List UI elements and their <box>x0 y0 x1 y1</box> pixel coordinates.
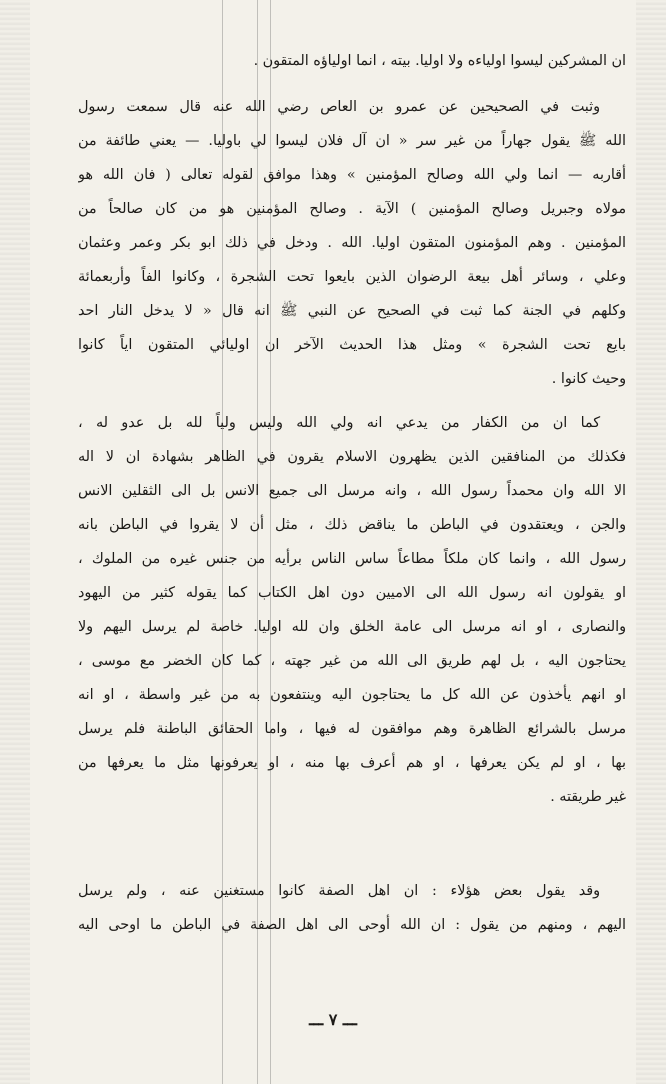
text-line: وحيث كانوا . <box>551 371 626 387</box>
text-line: أقاربه — انما ولي الله وصالح المؤمنين » وهذا موافق لقوله تعالى ( فان الله هو <box>78 167 626 183</box>
paragraph-3 <box>78 874 626 942</box>
text-line: وكلهم في الجنة كما ثبت في الصحيح عن النبي ﷺ انه قال « لا يدخل النار احد <box>78 303 626 319</box>
paragraph-1 <box>78 90 626 396</box>
text-line: مرسل بالشرائع الظاهرة وهم موافقون له فيها ، واما الحقائق الباطنة فلم يرسل <box>78 721 626 737</box>
text-line: مولاه وجبريل وصالح المؤمنين ) الآية . وصالح المؤمنين هو من كان صالحاً من <box>78 201 626 217</box>
text-line: اليهم ، ومنهم من يقول : ان الله أوحى الى اهل الصفة في الباطن ما اوحى اليه <box>78 917 626 933</box>
page-number: ـــ ٧ ـــ <box>309 1010 357 1029</box>
text-line: فكذلك من المنافقين الذين يظهرون الاسلام يقرون في الظاهر بشهادة ان لا اله <box>78 449 626 465</box>
text-line: الا الله وان محمداً رسول الله ، وانه مرسل الى جميع الانس بل الى الثقلين الانس <box>78 483 626 499</box>
text-line: بها ، او لم يكن يعرفها ، او هم أعرف بها منه ، او يعرفونها مثل ما يعرفها من <box>78 755 626 771</box>
text-line: غير طريقته . <box>550 789 626 805</box>
text-line: رسول الله ، وانما كان ملكاً مطاعاً ساس الناس برأيه من جنس غيره من الملوك ، <box>78 551 626 567</box>
paragraph-0 <box>78 44 626 78</box>
text-line: او يقولون انه رسول الله الى الاميين دون اهل الكتاب كما يقوله كثير من اليهود <box>78 585 626 601</box>
text-line: الله ﷺ يقول جهاراً من غير سر « ان آل فلان ليسوا لي باوليا. — يعني طائفة من <box>78 133 626 149</box>
text-line: وثبت في الصحيحين عن عمرو بن العاص رضي الله عنه قال سمعت رسول <box>78 99 600 115</box>
right-scan-edge <box>636 0 666 1084</box>
paragraph-2 <box>78 406 626 814</box>
text-line: يحتاجون اليه ، بل لهم طريق الى الله من غير جهته ، كما كان الخضر مع موسى ، <box>78 653 626 669</box>
text-line: او انهم يأخذون عن الله كل ما يحتاجون اليه وينتفعون به من غير واسطة ، او انه <box>78 687 626 703</box>
text-line: ان المشركين ليسوا اولياءه ولا اوليا. بيته ، انما اولياؤه المتقون . <box>253 53 626 69</box>
text-line: وقد يقول بعض هؤلاء : ان اهل الصفة كانوا مستغنين عنه ، ولم يرسل <box>78 883 600 899</box>
text-line: وعلي ، وسائر أهل بيعة الرضوان الذين بايعوا تحت الشجرة ، وكانوا الفاً وأربعمائة <box>78 269 626 285</box>
text-line: والنصارى ، او انه مرسل الى عامة الخلق وان لله اوليا. خاصة لم يرسل اليهم ولا <box>78 619 626 635</box>
text-line: بايع تحت الشجرة » ومثل هذا الحديث الآخر ان اوليائي المتقون اياً كانوا <box>78 337 626 353</box>
left-scan-edge <box>0 0 30 1084</box>
text-line: كما ان من الكفار من يدعي انه ولي الله وليس ولياً لله بل عدو له ، <box>78 415 600 431</box>
text-line: المؤمنين . وهم المؤمنون المتقون اوليا. الله . ودخل في ذلك ابو بكر وعمر وعثمان <box>78 235 626 251</box>
text-line: والجن ، ويعتقدون في الباطن ما يناقض ذلك ، مثل أن لا يقروا في الباطن بانه <box>78 517 626 533</box>
